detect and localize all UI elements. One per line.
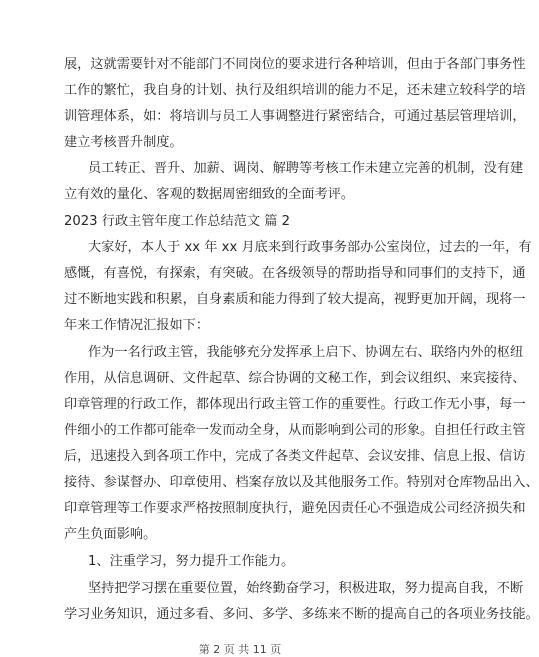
paragraph-line: 件细小的工作都可能牵一发而动全身，从而影响到公司的形象。自担任行政主管 [64,423,526,438]
section-heading: 2023 行政主管年度工作总结范文 篇 2 [64,214,290,229]
paragraph-line: 感慨，有喜悦，有探索，有突破。在各级领导的帮助指导和同事们的支持下，通 [64,266,526,281]
paragraph-line: 作为一名行政主管，我能够充分发挥承上启下、协调左右、联络内外的枢纽 [88,345,524,360]
page-number-footer: 第 2 页 共 11 页 [198,643,282,656]
paragraph-line: 过不断地实践和积累，自身素质和能力得到了较大提高，视野更加开阔，现将一 [64,292,526,307]
paragraph-line: 接待、参谋督办、印章使用、档案存放以及其他服务工作。特别对仓库物品出入、 [64,475,539,490]
subheading-line: 1、注重学习，努力提升工作能力。 [88,554,295,569]
paragraph-line: 立有效的量化、客观的数据周密细致的全面考评。 [64,187,355,202]
paragraph-line: 印章管理等工作要求严格按照制度执行，避免因责任心不强造成公司经济损失和 [64,501,526,516]
paragraph-line: 员工转正、晋升、加薪、调岗、解聘等考核工作未建立完善的机制，没有建 [88,161,524,176]
paragraph-line: 产生负面影响。 [64,527,157,542]
paragraph-line: 坚持把学习摆在重要位置，始终勤奋学习，积极进取，努力提高自我，不断 [88,581,524,596]
paragraph-line: 年来工作情况汇报如下： [64,318,210,333]
paragraph-line: 训管理体系，如：将培训与员工人事调整进行紧密结合，可通过基层管理培训， [64,109,526,124]
paragraph-line: 展，这就需要针对不能部门不同岗位的要求进行各种培训，但由于各部门事务性 [64,57,526,72]
paragraph-line: 建立考核晋升制度。 [64,135,183,150]
paragraph-line: 作用，从信息调研、文件起草、综合协调的文秘工作，到会议组织、来宾接待、 [64,371,526,386]
paragraph-line: 印章管理的行政工作，都体现出行政主管工作的重要性。行政工作无小事，每一 [64,397,526,412]
paragraph-line: 工作的繁忙，我自身的计划、执行及组织培训的能力不足，还未建立较科学的培 [64,83,526,98]
paragraph-line: 大家好，本人于 xx 年 xx 月底来到行政事务部办公室岗位，过去的一年，有 [88,240,532,255]
paragraph-line: 后，迅速投入到各项工作中，完成了各类文件起草、会议安排、信息上报、信访 [64,449,526,464]
paragraph-line: 学习业务知识，通过多看、多问、多学、多练来不断的提高自己的各项业务技能。 [64,607,539,622]
